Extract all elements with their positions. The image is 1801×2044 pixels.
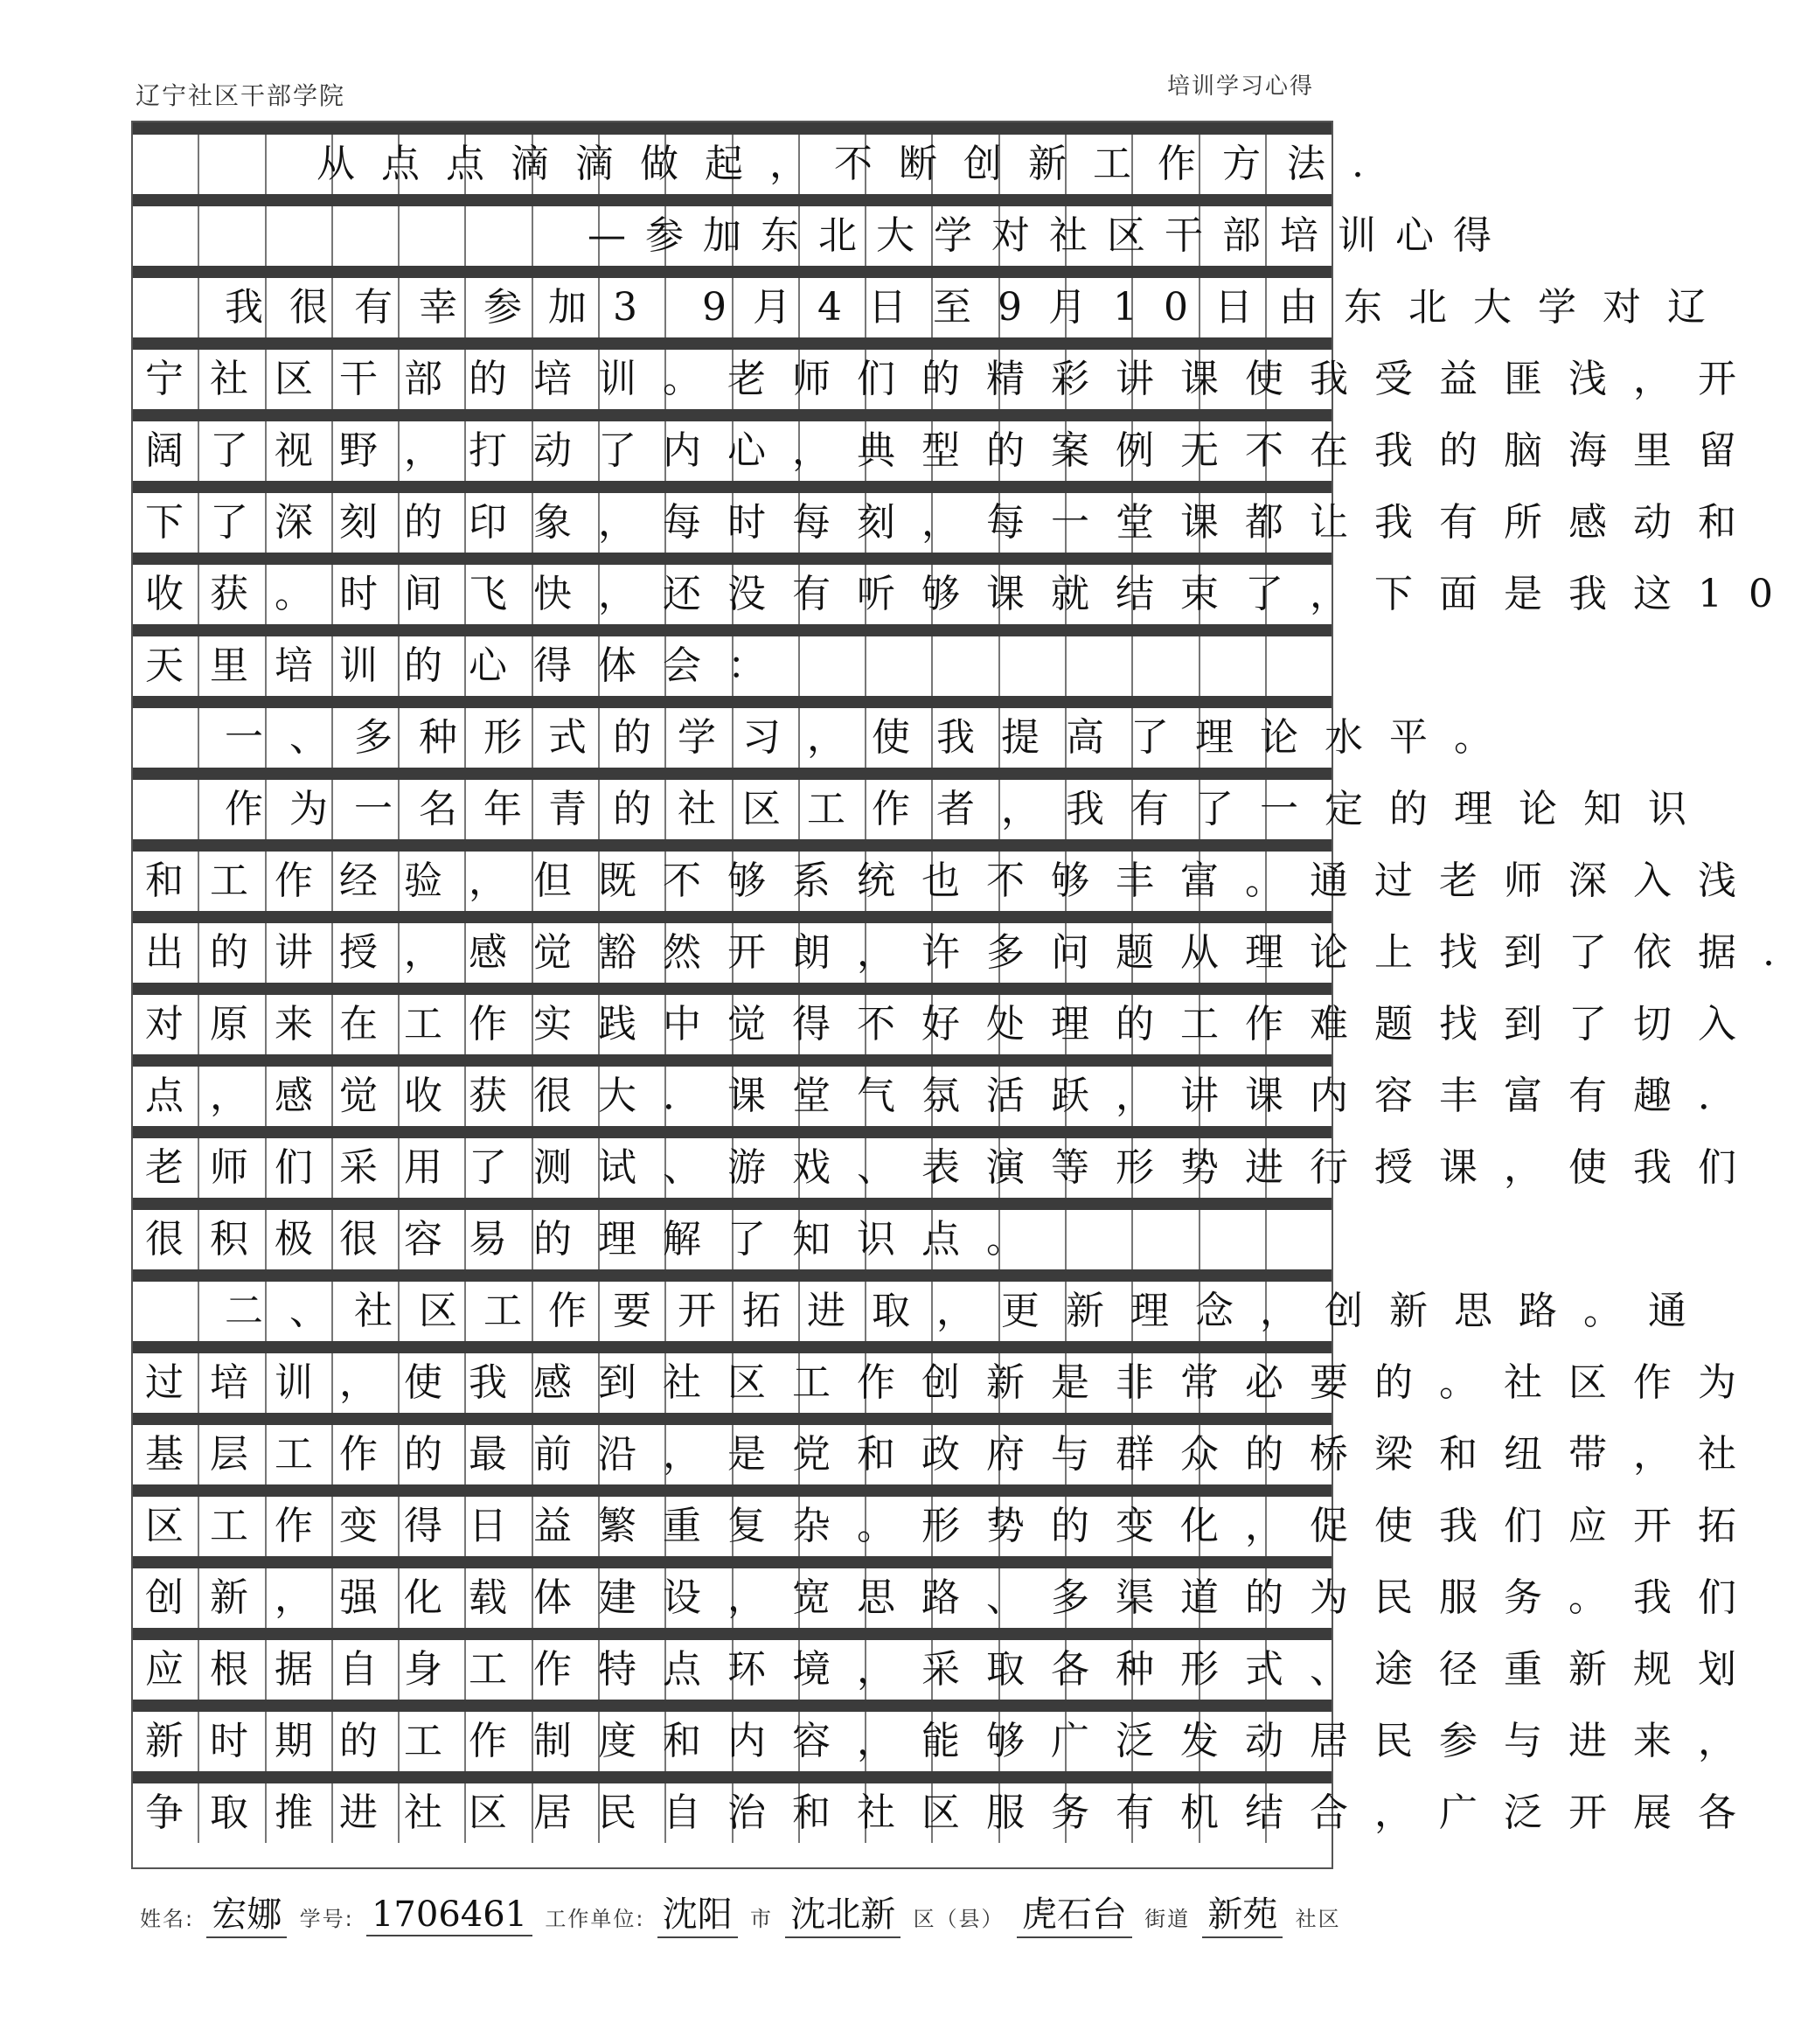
grid-row — [133, 553, 1799, 624]
unit-label: 工作单位: — [545, 1907, 645, 1931]
row-separator — [133, 983, 1332, 995]
handwritten-line: 基层工作的最前沿，是党和政府与群众的桥梁和纽带，社 — [145, 1432, 1763, 1477]
grid-row — [133, 911, 1801, 983]
handwritten-line: 和工作经验，但既不够系统也不够丰富。通过老师深入浅 — [145, 859, 1763, 903]
row-separator — [133, 266, 1332, 278]
handwritten-line: 应根据自身工作特点环境，采取各种形式、途径重新规划 — [145, 1647, 1763, 1692]
handwritten-line: —参加东北大学对社区干部培训心得 — [588, 213, 1511, 258]
grid-row — [133, 1269, 1713, 1341]
handwritten-line: 天里培训的心得体会： — [145, 643, 792, 688]
grid-row — [133, 481, 1763, 553]
street-value: 虎石台 — [1017, 1887, 1132, 1938]
grid-row — [133, 768, 1713, 839]
row-separator — [133, 1484, 1332, 1497]
handwritten-line: 下了深刻的印象，每时每刻，每一堂课都让我有所感动和 — [145, 500, 1763, 545]
handwritten-line: 过培训，使我感到社区工作创新是非常必要的。社区作为 — [145, 1360, 1763, 1405]
row-separator — [133, 1700, 1332, 1712]
row-separator — [133, 1556, 1332, 1568]
handwritten-line: 争取推进社区居民自治和社区服务有机结合，广泛开展各 — [145, 1790, 1763, 1835]
grid-row — [133, 983, 1763, 1054]
document-type-header: 培训学习心得 — [1166, 73, 1314, 100]
city-value: 沈阳 — [657, 1887, 738, 1938]
grid-row — [133, 696, 1519, 768]
id-value: 1706461 — [366, 1895, 532, 1936]
handwritten-line: 区工作变得日益繁重复杂。形势的变化，促使我们应开拓 — [145, 1504, 1763, 1548]
grid-row — [133, 1700, 1763, 1771]
grid-row — [133, 1556, 1763, 1628]
handwritten-line: 对原来在工作实践中觉得不好处理的工作难题找到了切入 — [145, 1002, 1763, 1046]
row-separator — [133, 1269, 1332, 1282]
row-separator — [133, 768, 1332, 780]
grid-row — [133, 266, 1732, 337]
row-separator — [133, 122, 1332, 135]
handwritten-line: 点，感觉收获很大．课堂气氛活跃，讲课内容丰富有趣． — [145, 1074, 1763, 1118]
row-separator — [133, 337, 1332, 350]
manuscript-grid — [131, 121, 1801, 1869]
grid-row — [133, 1341, 1763, 1413]
row-separator — [133, 1413, 1332, 1425]
grid-row — [133, 1126, 1763, 1198]
handwritten-line: 作为一名年青的社区工作者，我有了一定的理论知识 — [225, 787, 1713, 831]
name-value: 宏娜 — [206, 1887, 287, 1938]
handwritten-line: 老师们采用了测试、游戏、表演等形势进行授课，使我们 — [145, 1145, 1763, 1190]
handwritten-line: 收获。时间飞快，还没有听够课就结束了，下面是我这10 — [145, 572, 1799, 616]
handwritten-line: 宁社区干部的培训。老师们的精彩讲课使我受益匪浅，开 — [145, 357, 1763, 401]
grid-row — [133, 624, 1332, 696]
grid-row — [133, 1054, 1763, 1126]
community-value: 新苑 — [1202, 1887, 1283, 1938]
street-suffix: 街道 — [1144, 1907, 1191, 1931]
handwritten-line: 从点点滴滴做起，不断创新工作方法. — [316, 142, 1390, 186]
row-separator — [133, 624, 1332, 636]
row-separator — [133, 696, 1332, 708]
row-separator — [133, 839, 1332, 852]
city-suffix: 市 — [750, 1907, 774, 1931]
grid-row — [133, 1628, 1763, 1700]
row-separator — [133, 1054, 1332, 1067]
handwritten-line: 创新，强化载体建设，宽思路、多渠道的为民服务。我们 — [145, 1575, 1763, 1620]
handwritten-line: 出的讲授，感觉豁然开朗，许多问题从理论上找到了依据. — [145, 930, 1801, 975]
handwritten-line: 很积极很容易的理解了知识点。 — [145, 1217, 1051, 1262]
name-label: 姓名: — [140, 1907, 195, 1931]
grid-row — [133, 1413, 1763, 1484]
student-info-footer — [140, 1887, 1346, 1938]
row-separator — [133, 1628, 1332, 1640]
grid-row — [133, 122, 1390, 194]
district-value: 沈北新 — [785, 1887, 900, 1938]
row-separator — [133, 553, 1332, 565]
handwritten-line: 新时期的工作制度和内容，能够广泛发动居民参与进来， — [145, 1719, 1763, 1763]
row-separator — [133, 1198, 1332, 1210]
grid-row — [133, 194, 1511, 266]
institution-header: 辽宁社区干部学院 — [136, 81, 346, 110]
handwritten-line: 二、社区工作要开拓进取，更新理念，创新思路。通 — [225, 1289, 1713, 1333]
id-label: 学号: — [299, 1907, 354, 1931]
row-separator — [133, 1341, 1332, 1353]
grid-row — [133, 337, 1763, 409]
row-separator — [133, 911, 1332, 923]
row-separator — [133, 481, 1332, 493]
community-suffix: 社区 — [1295, 1907, 1341, 1931]
grid-row — [133, 1771, 1763, 1843]
handwritten-line: 我很有幸参加3 9月4日至9月10日由东北大学对辽 — [225, 285, 1732, 330]
handwritten-line: 一、多种形式的学习，使我提高了理论水平。 — [225, 715, 1519, 760]
handwritten-line: 阔了视野，打动了内心，典型的案例无不在我的脑海里留 — [145, 428, 1763, 473]
row-separator — [133, 409, 1332, 421]
grid-row — [133, 839, 1763, 911]
row-separator — [133, 194, 1332, 206]
row-separator — [133, 1771, 1332, 1783]
district-suffix: 区（县） — [913, 1907, 1005, 1931]
grid-row — [133, 1198, 1332, 1269]
row-separator — [133, 1126, 1332, 1138]
grid-row — [133, 409, 1763, 481]
grid-row — [133, 1484, 1763, 1556]
